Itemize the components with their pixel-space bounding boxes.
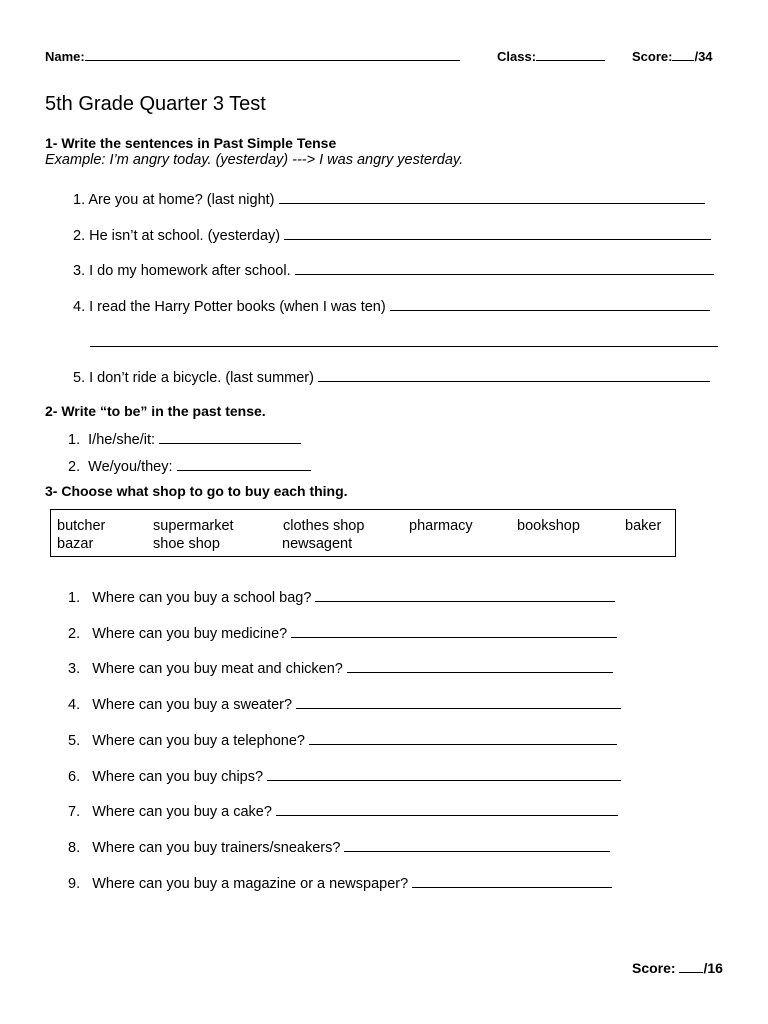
word-bank-item: shoe shop [153, 536, 220, 552]
word-bank-item: newsagent [282, 536, 353, 552]
s3-q4-num: 4. [68, 697, 81, 713]
s3-q1-num: 1. [68, 590, 81, 606]
class-blank[interactable] [536, 46, 605, 61]
s3-answer-8[interactable] [344, 837, 610, 852]
s2-item-2-num: 2. [68, 459, 81, 475]
class-label: Class: [497, 49, 537, 64]
s3-question-8 [68, 837, 610, 856]
s2-item-1-text: I/he/she/it: [88, 432, 156, 448]
word-bank-item: butcher [57, 518, 106, 534]
s3-q7-num: 7. [68, 804, 81, 820]
s3-answer-1[interactable] [315, 587, 615, 602]
s1-item-2 [73, 225, 711, 244]
s3-question-1 [68, 587, 615, 606]
s3-answer-5[interactable] [309, 730, 617, 745]
word-bank-item: bazar [57, 536, 94, 552]
word-bank-item: pharmacy [409, 518, 473, 534]
s2-item-1 [68, 429, 301, 448]
s3-q9-text: Where can you buy a magazine or a newspaper? [92, 876, 409, 892]
footer-score-label: Score: [632, 960, 676, 976]
s3-q4-text: Where can you buy a sweater? [92, 697, 293, 713]
s3-question-2 [68, 623, 617, 642]
s1-item-1-text: 1. Are you at home? (last night) [73, 192, 275, 208]
section2-heading: 2- Write “to be” in the past tense. [45, 403, 266, 419]
section1-example: Example: I’m angry today. (yesterday) ---> I was angry yesterday. [45, 152, 464, 168]
s2-answer-2[interactable] [177, 456, 311, 471]
s1-answer-5[interactable] [318, 367, 710, 382]
s1-item-5 [73, 367, 710, 386]
s3-answer-6[interactable] [267, 766, 621, 781]
s3-q9-num: 9. [68, 876, 81, 892]
s1-answer-3[interactable] [295, 260, 714, 275]
section1-heading: 1- Write the sentences in Past Simple Tense [45, 135, 337, 151]
s3-question-4 [68, 694, 621, 713]
s3-question-6 [68, 766, 621, 785]
s1-item-4 [73, 296, 710, 315]
s1-item-2-text: 2. He isn’t at school. (yesterday) [73, 228, 281, 244]
s1-item-1 [73, 189, 705, 208]
s3-answer-4[interactable] [296, 694, 621, 709]
s1-item-3 [73, 260, 714, 279]
score-total: /34 [694, 49, 713, 64]
s1-answer-4[interactable] [390, 296, 710, 311]
s1-answer-4-extra-line[interactable] [90, 346, 718, 347]
word-bank-box [50, 509, 676, 557]
word-bank-item: baker [625, 518, 662, 534]
s3-question-9 [68, 873, 612, 892]
name-label: Name: [45, 49, 85, 64]
word-bank-item: bookshop [517, 518, 580, 534]
s3-question-7 [68, 801, 618, 820]
s3-q3-num: 3. [68, 661, 81, 677]
s3-q3-text: Where can you buy meat and chicken? [92, 661, 343, 677]
page-title: 5th Grade Quarter 3 Test [45, 93, 266, 115]
s1-answer-1[interactable] [279, 189, 705, 204]
footer-score-blank[interactable] [679, 958, 703, 973]
s2-answer-1[interactable] [159, 429, 301, 444]
section3-heading: 3- Choose what shop to go to buy each thing. [45, 483, 348, 499]
s3-q6-text: Where can you buy chips? [92, 769, 264, 785]
s3-q5-text: Where can you buy a telephone? [92, 733, 306, 749]
s3-answer-7[interactable] [276, 801, 618, 816]
s3-answer-3[interactable] [347, 658, 613, 673]
s3-answer-9[interactable] [412, 873, 612, 888]
s3-q2-text: Where can you buy medicine? [92, 626, 288, 642]
s2-item-1-num: 1. [68, 432, 81, 448]
s3-question-5 [68, 730, 617, 749]
s3-q8-num: 8. [68, 840, 81, 856]
s2-item-2 [68, 456, 311, 475]
word-bank-item: clothes shop [283, 518, 365, 534]
name-field[interactable] [45, 46, 460, 64]
s1-item-5-text: 5. I don’t ride a bicycle. (last summer) [73, 370, 314, 386]
s3-q6-num: 6. [68, 769, 81, 785]
footer-score[interactable] [632, 958, 723, 976]
name-blank[interactable] [85, 46, 460, 61]
s2-item-2-text: We/you/they: [88, 459, 173, 475]
s1-answer-2[interactable] [284, 225, 711, 240]
s3-answer-2[interactable] [291, 623, 617, 638]
word-bank-item: supermarket [153, 518, 234, 534]
footer-score-total: /16 [703, 960, 723, 976]
class-field[interactable] [497, 46, 605, 64]
s3-q7-text: Where can you buy a cake? [92, 804, 272, 820]
s3-q5-num: 5. [68, 733, 81, 749]
s3-q2-num: 2. [68, 626, 81, 642]
s3-q1-text: Where can you buy a school bag? [92, 590, 312, 606]
s1-item-4-text: 4. I read the Harry Potter books (when I was ten) [73, 299, 386, 315]
s3-question-3 [68, 658, 613, 677]
score-blank[interactable] [672, 46, 694, 61]
score-field[interactable] [632, 46, 713, 64]
s3-q8-text: Where can you buy trainers/sneakers? [92, 840, 341, 856]
score-label: Score: [632, 49, 673, 64]
s1-item-3-text: 3. I do my homework after school. [73, 263, 291, 279]
